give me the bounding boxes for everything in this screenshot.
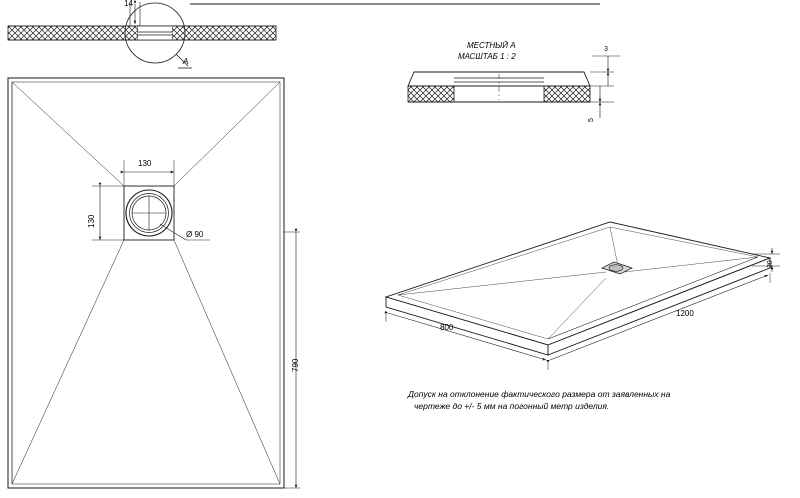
drain-diameter-label: Ø 90: [186, 230, 204, 239]
detail-a-dim-bottom: 5: [588, 118, 595, 122]
thickness-dim-label: 14: [124, 0, 133, 8]
overall-width-label: 790: [291, 358, 300, 372]
iso-height-label: 30: [767, 260, 774, 268]
iso-short-side-label: 800: [440, 323, 454, 332]
drain-square-height-label: 130: [87, 214, 96, 228]
isometric-view: [386, 222, 780, 370]
iso-long-side-label: 1200: [676, 309, 694, 318]
drain-square-width-label: 130: [138, 159, 152, 168]
detail-a-dim-top: 3: [604, 46, 608, 53]
plan-view: [8, 78, 300, 488]
detail-a-title-line2: МАСШТАБ 1 : 2: [458, 52, 516, 61]
detail-callout-label: A: [183, 57, 189, 66]
detail-a-title-line1: МЕСТНЫЙ А: [467, 41, 516, 50]
detail-a-view: [408, 56, 620, 118]
tolerance-note-line1: Допуск на отклонение фактического размера от заявленных на: [408, 389, 671, 399]
tolerance-note-line2: чертеже до +/- 5 мм на погонный метр изделия.: [414, 401, 610, 411]
